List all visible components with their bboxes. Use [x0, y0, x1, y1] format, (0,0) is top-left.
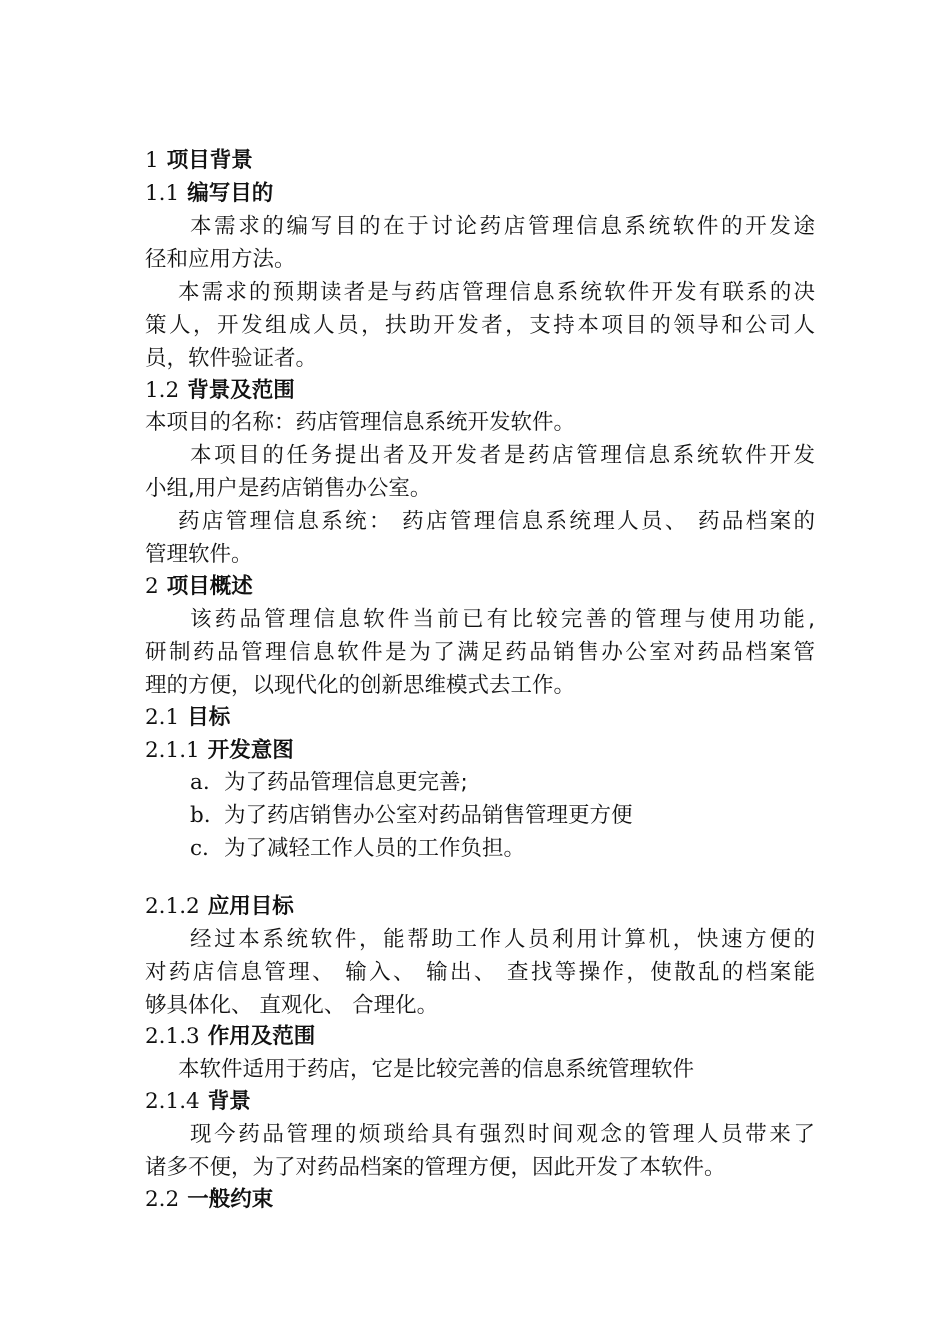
paragraph-line: 现今药品管理的烦琐给具有强烈时间观念的管理人员带来了	[190, 1122, 815, 1147]
paragraph-line: 该药品管理信息软件当前已有比较完善的管理与使用功能,	[190, 607, 815, 632]
heading-2-1-2: 2.1.2 应用目标	[145, 894, 294, 919]
paragraph-line: 药店管理信息系统： 药店管理信息系统理人员、 药品档案的	[178, 509, 815, 534]
paragraph-line: 经过本系统软件，能帮助工作人员利用计算机，快速方便的	[190, 927, 815, 952]
paragraph-line: 径和应用方法。	[145, 247, 296, 272]
paragraph-line: 策人，开发组成人员，扶助开发者，支持本项目的领导和公司人	[145, 313, 815, 338]
heading-2-2: 2.2 一般约束	[145, 1187, 274, 1212]
heading-2-1-3: 2.1.3 作用及范围	[145, 1024, 316, 1049]
paragraph-line: 本需求的预期读者是与药店管理信息系统软件开发有联系的决	[178, 280, 815, 305]
paragraph-line: 本项目的名称：药店管理信息系统开发软件。	[145, 410, 576, 435]
paragraph-line: 对药店信息管理、 输入、 输出、 查找等操作，使散乱的档案能	[145, 960, 815, 985]
paragraph-line: 够具体化、 直观化、 合理化。	[145, 993, 439, 1018]
paragraph-line: 本需求的编写目的在于讨论药店管理信息系统软件的开发途	[190, 214, 815, 239]
heading-2-1-1: 2.1.1 开发意图	[145, 738, 294, 763]
paragraph-line: 员，软件验证者。	[145, 346, 318, 371]
heading-1: 1 项目背景	[145, 148, 253, 173]
heading-2-1-4: 2.1.4 背景	[145, 1089, 251, 1114]
list-item: b. 为了药店销售办公室对药品销售管理更方便	[190, 803, 633, 828]
paragraph-line: 本软件适用于药店，它是比较完善的信息系统管理软件	[178, 1057, 695, 1082]
paragraph-line: 管理软件。	[145, 542, 253, 567]
paragraph-line: 本项目的任务提出者及开发者是药店管理信息系统软件开发	[190, 443, 815, 468]
list-item: c. 为了减轻工作人员的工作负担。	[190, 836, 526, 861]
list-item: a. 为了药品管理信息更完善;	[190, 770, 468, 795]
heading-2-1: 2.1 目标	[145, 705, 231, 730]
paragraph-line: 诸多不便，为了对药品档案的管理方便，因此开发了本软件。	[145, 1155, 726, 1180]
heading-1-2: 1.2 背景及范围	[145, 378, 295, 403]
heading-1-1: 1.1 编写目的	[145, 181, 274, 206]
paragraph-line: 小组,用户是药店销售办公室。	[145, 476, 432, 501]
paragraph-line: 研制药品管理信息软件是为了满足药品销售办公室对药品档案管	[145, 640, 815, 665]
paragraph-line: 理的方便，以现代化的创新思维模式去工作。	[145, 673, 576, 698]
heading-2: 2 项目概述	[145, 574, 253, 599]
